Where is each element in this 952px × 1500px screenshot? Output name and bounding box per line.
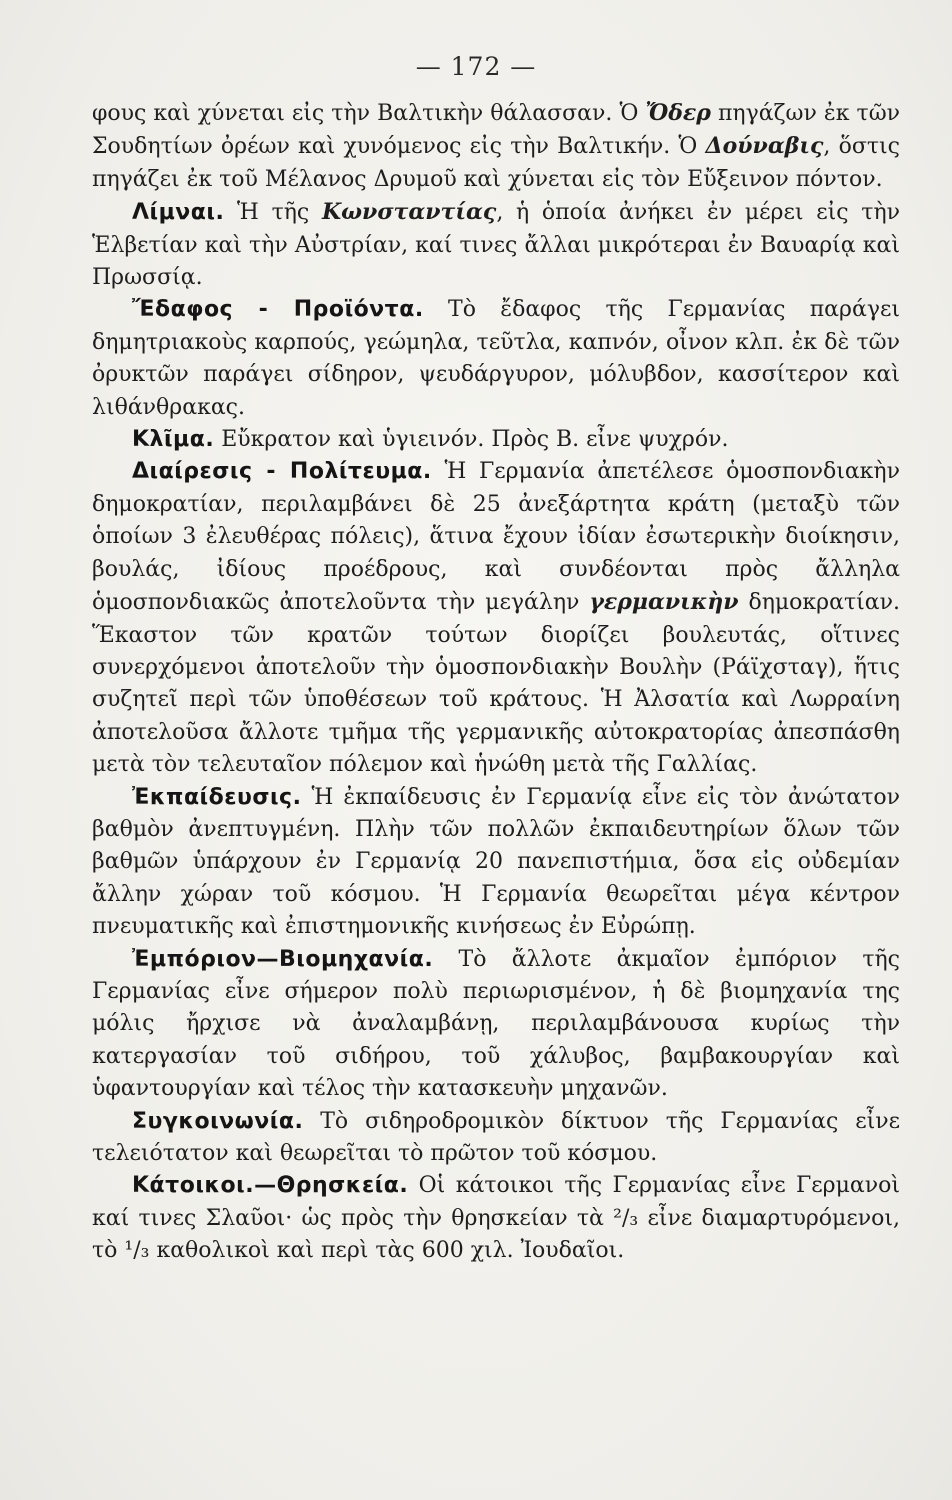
paragraph-text: Τὸ ἔδαφος τῆς Γερμανίας παράγει δημητριακοὺς καρπούς, γεώμηλα, τεῦτλα, καπνόν, οἶνον κλπ. ἐκ δὲ τῶν ὀρυκτῶν παράγει σίδηρον, ψευδάργυρον, μόλυβδον, κασσίτερον καὶ λιθάνθρακας. [92,297,901,420]
section-heading: Διαίρεσις - Πολίτευμα. [132,459,432,485]
paragraph-text: Τὸ ἄλλοτε ἀκμαῖον ἐμπόριον τῆς Γερμανίας εἶνε σήμερον πολὺ περιωρισμένον, ἡ δὲ βιομηχανία της μόλις ἤρχισε νὰ ἀναλαμβάνῃ, περιλαμβάνουσα κυρίως τὴν κατεργασίαν τοῦ σιδήρου, τοῦ χάλυβος, βαμβακουργίαν καὶ ὑφαντουργίαν καὶ τέλος τὴν κατασκευὴν μηχανῶν. [92,946,900,1102]
paragraph-text: φους καὶ χύνεται εἰς τὴν Βαλτικὴν θάλασσαν. Ὁ [92,101,646,126]
emphasized-term: Κωνσταντίας [321,199,497,226]
paragraph [92,782,900,944]
section-heading: Κλῖμα. [132,427,215,453]
paragraph-text: Εὔκρατον καὶ ὑγιεινόν. Πρὸς Β. εἶνε ψυχρόν. [214,427,729,453]
paragraph [92,456,900,781]
paragraph [92,1106,900,1171]
paragraph-text: δημοκρατίαν. Ἕκαστον τῶν κρατῶν τούτων διορίζει βουλευτάς, οἵτινες συνερχόμενοι ἀποτελοῦν τὴν ὁμοσπονδιακὴν Βουλὴν (Ράϊχσταγ), ἥτις συζητεῖ περὶ τῶν ὑποθέσεων τοῦ κράτους. Ἡ Ἀλσατία καὶ Λωρραίνη ἀποτελοῦσα ἄλλοτε τμῆμα τῆς γερμανικῆς αὐτοκρατορίας ἀπεσπάσθη μετὰ τὸν τελευταῖον πόλεμον καὶ ἡνώθη μετὰ τῆς Γαλλίας. [92,590,900,778]
paragraph [92,294,900,424]
paragraph-text: Οἱ κάτοικοι τῆς Γερμανίας εἶνε Γερμανοὶ καί τινες Σλαῦοι· ὡς πρὸς τὴν θρησκείαν τὰ ²/₃ εἶνε διαμαρτυρόμενοι, τὸ ¹/₃ καθολικοὶ καὶ περὶ τὰς 600 χιλ. Ἰουδαῖοι. [92,1173,900,1264]
page-number: — 172 — [415,52,537,81]
paragraph [92,944,900,1106]
section-heading: Ἐμπόριον—Βιομηχανία. [132,946,434,972]
paragraph-text: Ἡ Γερμανία ἀπετέλεσε ὁμοσπονδιακὴν δημοκρατίαν, περιλαμβάνει δὲ 25 ἀνεξάρτητα κράτη (μεταξὺ τῶν ὁποίων 3 ἐλευθέρας πόλεις), ἅτινα ἔχουν ἰδίαν ἐσωτερικὴν διοίκησιν, βουλάς, ἰδίους προέδρους, καὶ συνδέονται πρὸς ἄλληλα ὁμοσπονδιακῶς ἀποτελοῦντα τὴν μεγάλην [92,459,900,616]
paragraph-text: Ἡ ἐκπαίδευσις ἐν Γερμανίᾳ εἶνε εἰς τὸν ἀνώτατον βαθμὸν ἀνεπτυγμένη. Πλὴν τῶν πολλῶν ἐκπαιδευτηρίων ὅλων τῶν βαθμῶν ὑπάρχουν ἐν Γερμανίᾳ 20 πανεπιστήμια, ὅσα εἰς οὐδεμίαν ἄλλην χώραν τοῦ κόσμου. Ἡ Γερμανία θεωρεῖται μέγα κέντρον πνευματικῆς καὶ ἐπιστημονικῆς κινήσεως ἐν Εὐρώπῃ. [92,784,900,940]
paragraph [92,1170,900,1267]
paragraph [92,424,900,456]
emphasized-term: γερμανικὴν [589,589,739,616]
emphasized-term: Ὄδερ [645,100,711,126]
emphasized-term: Δούναβις [705,133,824,160]
paragraph [92,196,900,294]
section-heading: Ἐκπαίδευσις. [132,784,302,810]
section-heading: Συγκοινωνία. [132,1108,304,1134]
section-heading: Λίμναι. [132,200,225,226]
paragraph-text: , ἡ ὁποία ἀνήκει ἐν μέρει εἰς τὴν Ἑλβετίαν καὶ τὴν Αὐστρίαν, καί τινες ἄλλαι μικρότεραι ἐν Βαυαρίᾳ καὶ Πρωσσίᾳ. [92,200,900,291]
paragraph-text: Τὸ σιδηροδρομικὸν δίκτυον τῆς Γερμανίας εἶνε τελειότατον καὶ θεωρεῖται τὸ πρῶτον τοῦ κόσμου. [92,1108,900,1166]
section-heading: Ἔδαφος - Προϊόντα. [132,297,424,323]
paragraph [92,97,900,196]
paragraph-text: , ὅστις πηγάζει ἐκ τοῦ Μέλανος Δρυμοῦ καὶ χύνεται εἰς τὸν Εὔξεινον πόντον. [92,134,900,192]
body-text [92,97,900,1268]
paragraph-text: πηγάζων ἐκ τῶν Σουδητίων ὀρέων καὶ χυνόμενος εἰς τὴν Βαλτικήν. Ὁ [92,101,901,160]
section-heading: Κάτοικοι.—Θρησκεία. [132,1173,409,1199]
paragraph-text: Ἡ τῆς [224,200,322,226]
